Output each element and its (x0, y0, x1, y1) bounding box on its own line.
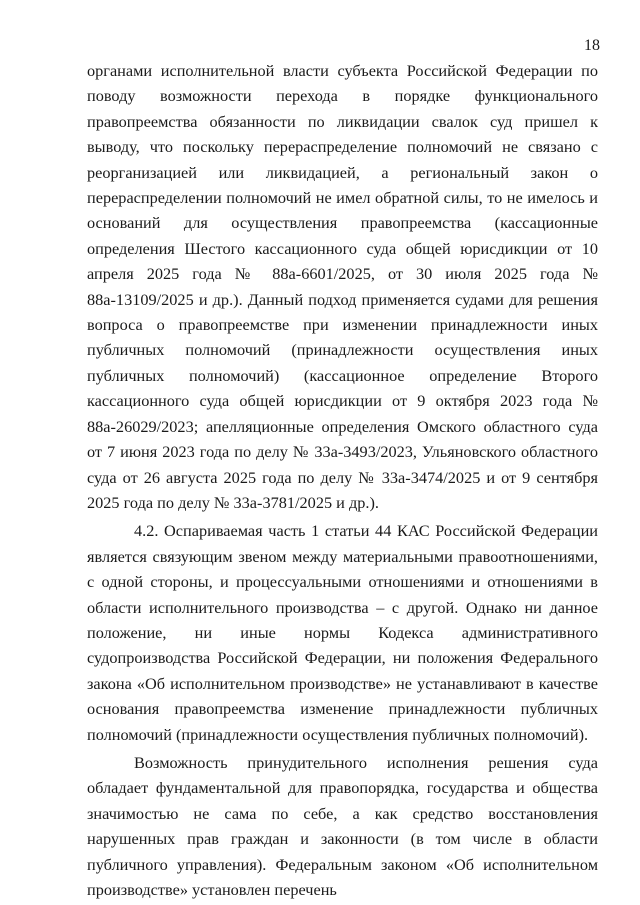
page-number: 18 (584, 37, 600, 54)
paragraph-3: Возможность принудительного исполнения решения суда обладает фундаментальной для правопорядка, государства и общества значимостью не сама по себе, а как средство восстановления нарушенных прав граждан и законности (в том числе в области публичного управления). Федеральным законом «Об исполнительном производстве» установлен перечень (87, 752, 598, 899)
paragraph-1: органами исполнительной власти субъекта Российской Федерации по поводу возможности перехода в порядке функционального правопреемства обязанности по ликвидации свалок суд пришел к выводу, что поскольку перераспределение полномочий не связано с реорганизацией или ликвидацией, а региональный закон о перераспределении полномочий не имел обратной силы, то не имелось и оснований для осуществления правопреемства (кассационные определения Шестого кассационного суда общей юрисдикции от 10 апреля 2025 года № 88а-6601/2025, от 30 июля 2025 года № 88а-13109/2025 и др.). Данный подход применяется судами для решения вопроса о правопреемстве при изменении принадлежности иных публичных полномочий (принадлежности осуществления иных публичных полномочий) (кассационное определение Второго кассационного суда общей юрисдикции от 9 октября 2023 года № 88а-26029/2023; апелляционные определения Омского областного суда от 7 июня 2023 года по делу № 33а-3493/2023, Ульяновского областного суда от 26 августа 2025 года по делу № 33а-3474/2025 и от 9 сентября 2025 года по делу № 33а-3781/2025 и др.). (87, 61, 598, 512)
paragraph-2: 4.2. Оспариваемая часть 1 статьи 44 КАС Российской Федерации является связующим звеном между материальными правоотношениями, с одной стороны, и процессуальными отношениями и отношениями в области исполнительного производства – с другой. Однако ни данное положение, ни иные нормы Кодекса административного судопроизводства Российской Федерации, ни положения Федерального закона «Об исполнительном производстве» не устанавливают в качестве основания правопреемства изменение принадлежности публичных полномочий (принадлежности осуществления публичных полномочий). (87, 521, 598, 744)
document-body (87, 58, 598, 902)
